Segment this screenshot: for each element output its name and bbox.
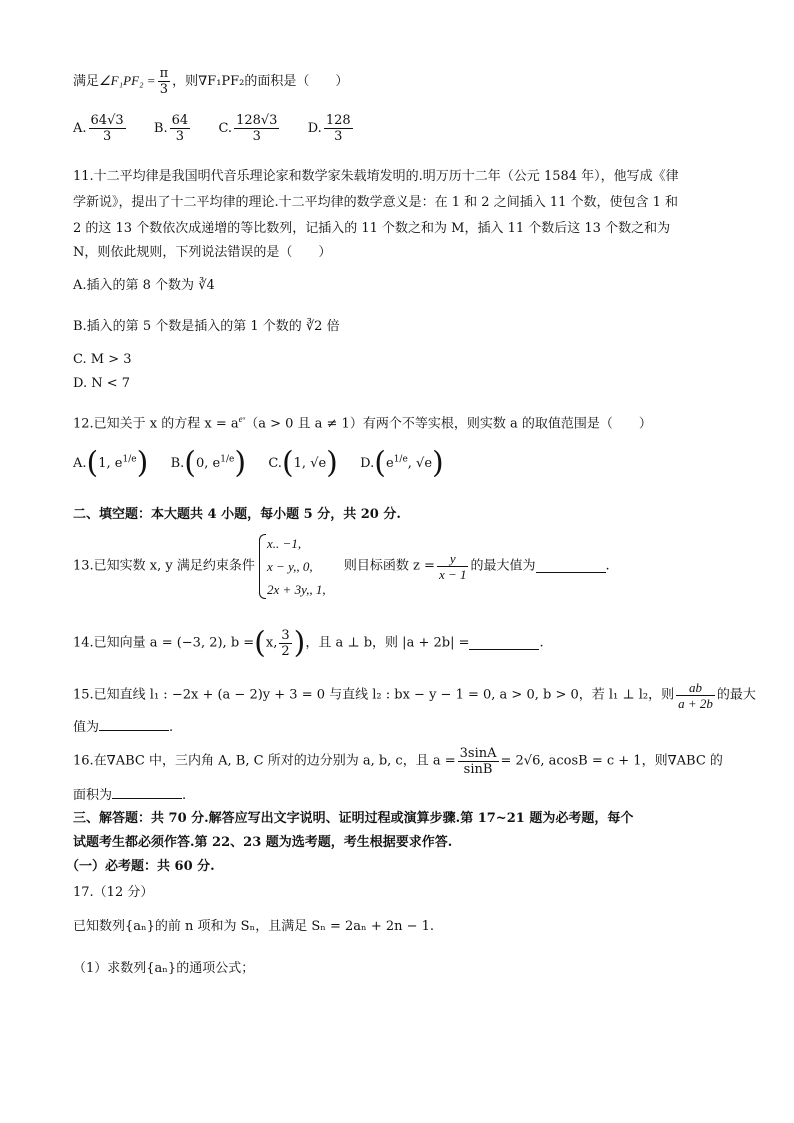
q13-constraint-2: x − y,, 0, [267, 559, 313, 574]
option-text: 1, √e [293, 455, 327, 471]
option-den: 3 [334, 129, 343, 144]
q10-angle-fraction [158, 66, 171, 97]
q17-head: 17.（12 分） [73, 885, 154, 900]
q11-option-b[interactable]: B.插入的第 5 个数是插入的第 1 个数的 ∛2 倍 [73, 319, 340, 334]
q11-line-2: 学新说》，提出了十二平均律的理论.十二平均律的数学意义是：在 1 和 2 之间插入 11 个数，使包含 1 和 [73, 195, 679, 210]
q12-option-a[interactable]: A.(1, $e^{1/e}$) [73, 445, 149, 480]
q10-option-a[interactable] [73, 113, 128, 144]
option-sup: 1/e [122, 454, 137, 465]
section-2-heading: 二、填空题：本大题共 4 小题，每小题 5 分，共 20 分. [73, 507, 401, 522]
option-num: 64 [171, 113, 189, 128]
q12-exponent: eˣ [238, 414, 246, 424]
section-3-line-1: 三、解答题：共 70 分.解答应写出文字说明、证明过程或演算步骤.第 17~21 题为必考题，每个 [73, 811, 634, 826]
q14-vec-num: 3 [281, 628, 290, 643]
section-3-line-3: （一）必考题：共 60 分. [66, 859, 215, 874]
q11-line-4: N，则依此规则，下列说法错误的是（ ） [73, 245, 332, 260]
q13-constraint-1: x.. −1, [267, 536, 302, 551]
q13-suffix: 的最大值为 [470, 558, 536, 574]
q12-option-b[interactable]: B.(0, $e^{1/e}$) [170, 445, 247, 480]
q10-option-c[interactable] [218, 113, 281, 144]
option-num: 64√3 [90, 113, 124, 128]
option-den: 3 [252, 129, 261, 144]
q14: 14.已知向量 a = (−3, 2), b =(x, $\frac{3}{2}$ )，且 a ⊥ b，则 |a + 2b| = . [73, 625, 544, 661]
q15-num: ab [676, 680, 715, 696]
q13-num: y [437, 551, 469, 567]
option-den: 3 [175, 129, 185, 144]
q16-num: 3sinA [459, 746, 497, 761]
option-text: e [385, 455, 394, 471]
q11-option-d[interactable]: D. N < 7 [73, 376, 131, 391]
q13-objective: 则目标函数 z = [343, 558, 435, 574]
q14-mid: ，且 a ⊥ b，则 |a + 2b| = [305, 635, 470, 651]
q12-stem [73, 410, 652, 433]
section-3-line-2: 试题考生都必须作答.第 22、23 题为选考题，考生根据要求作答. [73, 835, 453, 850]
option-letter: D. [307, 121, 322, 136]
q14-vec-den: 2 [281, 644, 290, 659]
q15-stem: 15.已知直线 l₁ : −2x + (a − 2)y + 3 = 0 与直线 l₂ : bx − y − 1 = 0, a > 0, b > 0，若 l₁ ⊥ l₂，则 [73, 687, 675, 703]
q16-line-1 [73, 746, 723, 777]
option-tail: , √e [407, 455, 433, 471]
q10-prefix: 满足 [73, 74, 100, 89]
q11-line-3: 2 的这 13 个数依次成递增的等比数列，记插入的 11 个数之和为 M，插入 11 个数后这 13 个数之和为 [73, 221, 671, 236]
q10-angle-num: π [159, 66, 169, 81]
q16-line-2: 面积为 . [73, 788, 187, 803]
option-text: 0, e [195, 455, 221, 471]
option-num: 128√3 [236, 113, 278, 128]
option-letter: D. [360, 455, 375, 471]
option-sup: 1/e [220, 454, 235, 465]
q15-answer-blank[interactable] [99, 718, 169, 731]
q13-den: x − 1 [438, 567, 467, 582]
q10-suffix: ，则∇F₁PF₂的面积是（ ） [172, 74, 349, 89]
q10-option-d[interactable] [307, 113, 355, 144]
q11-option-a[interactable]: A.插入的第 8 个数为 ∛4 [73, 278, 215, 293]
option-letter: B. [170, 455, 185, 471]
q15-den: a + 2b [678, 696, 713, 711]
q15-line-1 [73, 680, 756, 711]
q10-stem-line [73, 66, 348, 97]
q13-constraints [259, 532, 326, 601]
option-num: 128 [325, 113, 351, 128]
q12-option-c[interactable]: C.(1, √e) [268, 445, 338, 480]
q14-prefix: 14.已知向量 a = (−3, 2), b = [73, 635, 255, 651]
q14-vec-x: x, [265, 635, 278, 651]
q10-option-b[interactable] [153, 113, 192, 144]
option-letter: C. [218, 121, 233, 136]
q13-prefix: 13.已知实数 x, y 满足约束条件 [73, 558, 255, 574]
option-den: 3 [102, 129, 112, 144]
q11-line-1: 11.十二平均律是我国明代音乐理论家和数学家朱载堉发明的.明万历十二年（公元 1584 年），他写成《律 [73, 169, 679, 184]
q17-stem: 已知数列{aₙ}的前 n 项和为 Sₙ，且满足 Sₙ = 2aₙ + 2n − 1. [73, 919, 435, 934]
q17-part-1: （1）求数列{aₙ}的通项公式； [73, 961, 255, 976]
option-letter: C. [268, 455, 282, 471]
q12-option-d[interactable]: $D.(e^{1/e}$, √e) [360, 445, 444, 480]
option-letter: B. [153, 121, 168, 136]
q12-stem-b: （a > 0 且 a ≠ 1）有两个不等实根，则实数 a 的取值范围是（ ） [245, 416, 652, 432]
option-text: 1, e [98, 455, 123, 471]
q13-constraint-3: 2x + 3y,, 1, [267, 582, 326, 597]
q11-option-c[interactable]: C. M > 3 [73, 352, 132, 367]
q16-fraction [458, 746, 499, 777]
q14-answer-blank[interactable] [469, 637, 539, 650]
q12-options [73, 445, 444, 480]
q16-answer-blank[interactable] [112, 786, 182, 799]
q16-den: sinB [463, 762, 493, 777]
q16-line2-text: 面积为 [73, 788, 113, 803]
option-letter: A. [73, 455, 87, 471]
option-letter: A. [73, 121, 87, 136]
q12-stem-a: 12.已知关于 x 的方程 x = a [73, 416, 239, 432]
q13: 13.已知实数 x, y 满足约束条件 x.. −1, x − y,, 0, 2x + 3y,, 1, 则目标函数 z = $\frac{y}{x - 1}$ 的最大值为 . [73, 532, 610, 601]
q15-tail: 的最大 [716, 687, 756, 703]
q16-prefix: 16.在∇ABC 中，三内角 A, B, C 所对的边分别为 a, b, c，且 a = [73, 753, 456, 769]
q13-fraction [437, 551, 469, 582]
q10-options [73, 113, 355, 144]
option-sup: 1/e [393, 454, 408, 465]
q10-angle-condition: ∠F₁PF₂ = [99, 73, 156, 88]
q15-line-2: 值为 . [73, 720, 174, 735]
q15-line2-text: 值为 [73, 720, 100, 735]
q16-mid: = 2√6, acosB = c + 1，则∇ABC 的 [500, 753, 723, 769]
q15-fraction [676, 680, 715, 711]
q13-answer-blank[interactable] [536, 560, 606, 573]
q10-angle-den: 3 [159, 82, 168, 97]
